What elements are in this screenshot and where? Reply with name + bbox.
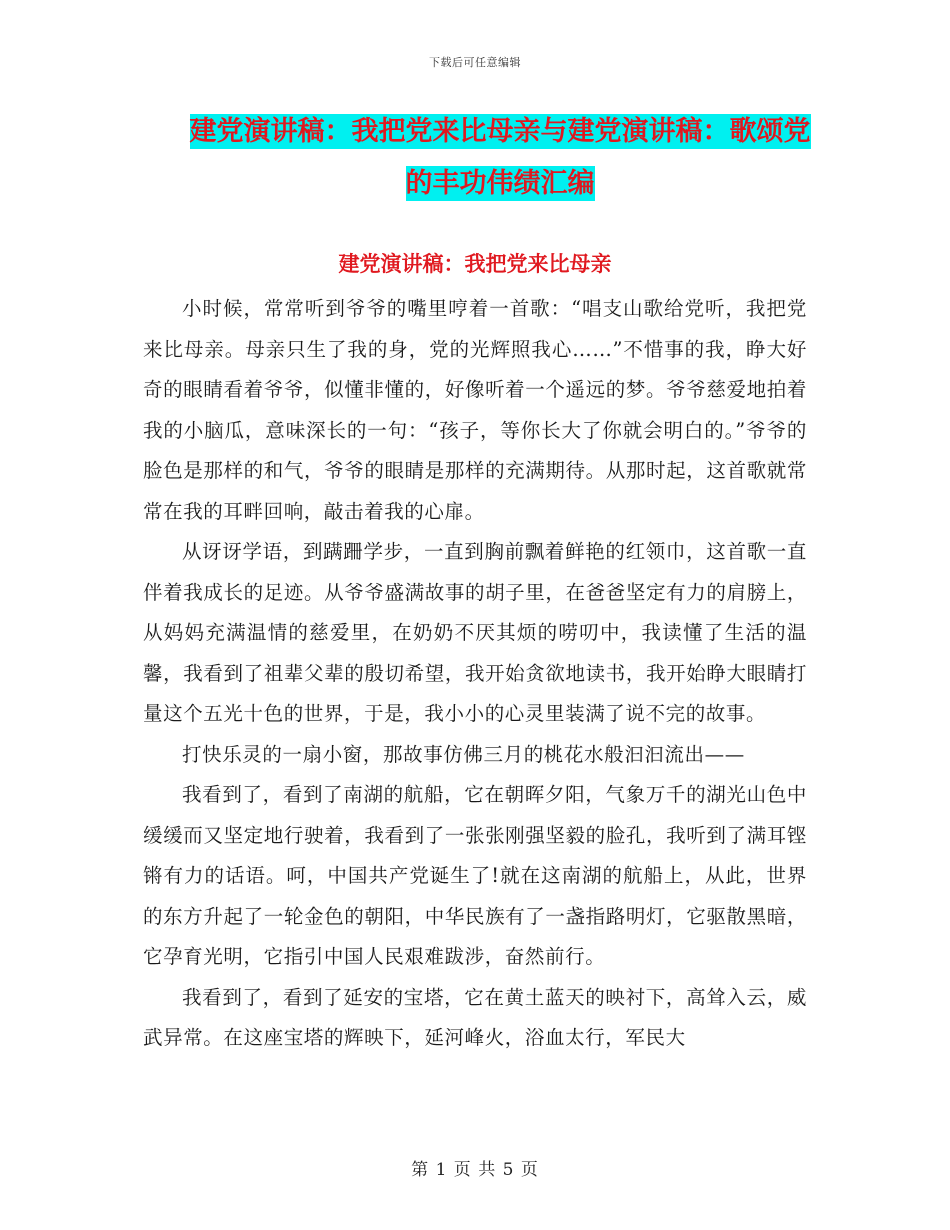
paragraph: 我看到了，看到了延安的宝塔，它在黄土蓝天的映衬下，高耸入云，威武异常。在这座宝塔的辉映下，延河峰火，浴血太行，军民大 <box>143 985 807 1049</box>
paragraph: 我看到了，看到了南湖的航船，它在朝晖夕阳，气象万千的湖光山色中缓缓而又坚定地行驶着，我看到了一张张刚强坚毅的脸孔，我听到了满耳铿锵有力的话语。呵，中国共产党诞生了!就在这南湖的航船上，从此，世界的东方升起了一轮金色的朝阳，中华民族有了一盏指路明灯，它驱散黑暗，它孕育光明，它指引中国人民艰难跋涉，奋然前行。 <box>143 783 807 968</box>
document-body <box>143 289 807 1059</box>
paragraph: 从讶讶学语，到蹒跚学步，一直到胸前飘着鲜艳的红领巾，这首歌一直伴着我成长的足迹。从爷爷盛满故事的胡子里，在爸爸坚定有力的肩膀上，从妈妈充满温情的慈爱里，在奶奶不厌其烦的唠叨中，我读懂了生活的温馨，我看到了祖辈父辈的殷切希望，我开始贪欲地读书，我开始睁大眼睛打量这个五光十色的世界，于是，我小小的心灵里装满了说不完的故事。 <box>143 540 807 725</box>
page-number-footer: 第 1 页 共 5 页 <box>411 1160 539 1180</box>
paragraph: 小时候，常常听到爷爷的嘴里哼着一首歌：“唱支山歌给党听，我把党来比母亲。母亲只生了我的身，党的光辉照我心……”不惜事的我，睁大好奇的眼睛看着爷爷，似懂非懂的，好像听着一个遥远的梦。爷爷慈爱地拍着我的小脑瓜，意味深长的一句：“孩子，等你长大了你就会明白的。”爷爷的脸色是那样的和气，爷爷的眼睛是那样的充满期待。从那时起，这首歌就常常在我的耳畔回响，敲击着我的心扉。 <box>143 297 807 523</box>
header-note: 下载后可任意编辑 <box>429 56 521 69</box>
paragraph: 打快乐灵的一扇小窗，那故事仿佛三月的桃花水般汩汩流出—— <box>182 742 745 766</box>
document-title-line-1: 建党演讲稿：我把党来比母亲与建党演讲稿：歌颂党 <box>189 116 811 147</box>
document-title <box>150 106 850 210</box>
document-title-line-2: 的丰功伟绩汇编 <box>405 168 595 199</box>
section-title: 建党演讲稿：我把党来比母亲 <box>338 251 612 276</box>
